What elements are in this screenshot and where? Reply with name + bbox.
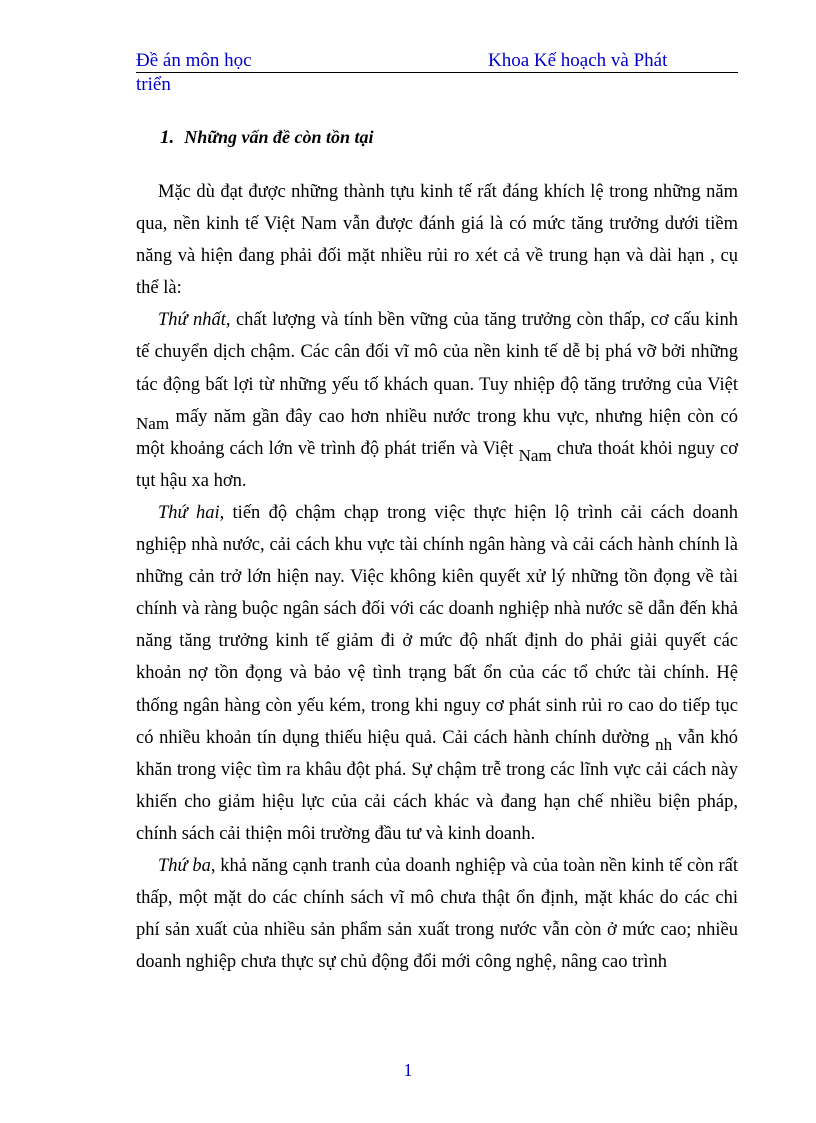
paragraph-second-nh: nh (655, 734, 673, 754)
document-body (136, 176, 738, 978)
page-header (136, 50, 738, 73)
paragraph-intro: Mặc dù đạt được những thành tựu kinh tế rất đáng khích lệ trong những năm qua, nền kinh tế Việt Nam vẫn được đánh giá là có mức tăng trưởng dưới tiềm năng và hiện đang phải đối mặt nhiều rủi ro xét cả về trung hạn và dài hạn , cụ thể là: (136, 182, 738, 299)
header-faculty: Khoa Kế hoạch và Phát (488, 50, 668, 71)
header-course-title: Đề án môn học (136, 50, 252, 71)
paragraph-first-nam-2: Nam (518, 445, 552, 465)
paragraph-third (136, 850, 738, 978)
section-heading (160, 125, 374, 150)
paragraph-third-lead: Thứ ba (158, 855, 211, 876)
paragraph-second-lead: Thứ hai (158, 502, 220, 523)
paragraph-second-text-b: vẫn khó khăn trong việc tìm ra khâu đột phá. Sự chậm trễ trong các lĩnh vực cải cách này khiến cho giảm hiệu lực của cải cách khác và đang hạn chế nhiều biện pháp, chính sách cải thiện môi trường đầu tư và kinh doanh. (136, 727, 738, 844)
section-title: Những vấn đề còn tồn tại (184, 127, 374, 147)
paragraph-first-text-b: mấy năm gần đây cao hơn nhiều nước trong khu vực, nhưng hiện còn có một khoảng cách lớn về trình độ phát triển và Việt (136, 406, 738, 459)
paragraph-first-nam-1: Nam (136, 413, 170, 433)
header-faculty-continuation: triển (136, 74, 171, 95)
page-number: 1 (403, 1060, 413, 1080)
section-number: 1. (160, 127, 175, 148)
paragraph-first-text-a: , chất lượng và tính bền vững của tăng trưởng còn thấp, cơ cấu kinh tế chuyển dịch chậm. Các cân đối vĩ mô của nền kinh tế dễ bị phá vỡ bởi những tác động bất lợi từ những yếu tố khách quan. Tuy nhiệp độ tăng trưởng của Việt (136, 310, 738, 395)
paragraph-first (136, 304, 738, 497)
paragraph-first-lead: Thứ nhất (158, 310, 226, 331)
paragraph-second (136, 497, 738, 850)
paragraph-third-text-a: , khả năng cạnh tranh của doanh nghiệp và của toàn nền kinh tế còn rất thấp, một mặt do các chính sách vĩ mô chưa thật ổn định, mặt khác do các chi phí sản xuất của nhiều sản phẩm sản xuất trong nước vẫn còn ở mức cao; nhiều doanh nghiệp chưa thực sự chủ động đổi mới công nghệ, nâng cao trình (136, 855, 738, 973)
paragraph-first-text-c: chưa thoát khỏi nguy cơ tụt hậu xa hơn. (136, 438, 738, 491)
paragraph-second-text-a: , tiến độ chậm chạp trong việc thực hiện lộ trình cải cách doanh nghiệp nhà nước, cải cách khu vực tài chính ngân hàng và cải cách hành chính là những cản trở lớn hiện nay. Việc không kiên quyết xử lý những tồn đọng về tài chính và ràng buộc ngân sách đối với các doanh nghiệp nhà nước sẽ dẫn đến khả năng tăng trưởng kinh tế giảm đi ở mức độ nhất định do phải giải quyết các khoản nợ tồn đọng và bảo vệ tình trạng bất ổn của các tổ chức tài chính. Hệ thống ngân hàng còn yếu kém, trong khi nguy cơ phát sinh rủi ro cao do tiếp tục có nhiều khoản tín dụng thiếu hiệu quả. Cải cách hành chính dường (136, 502, 738, 748)
